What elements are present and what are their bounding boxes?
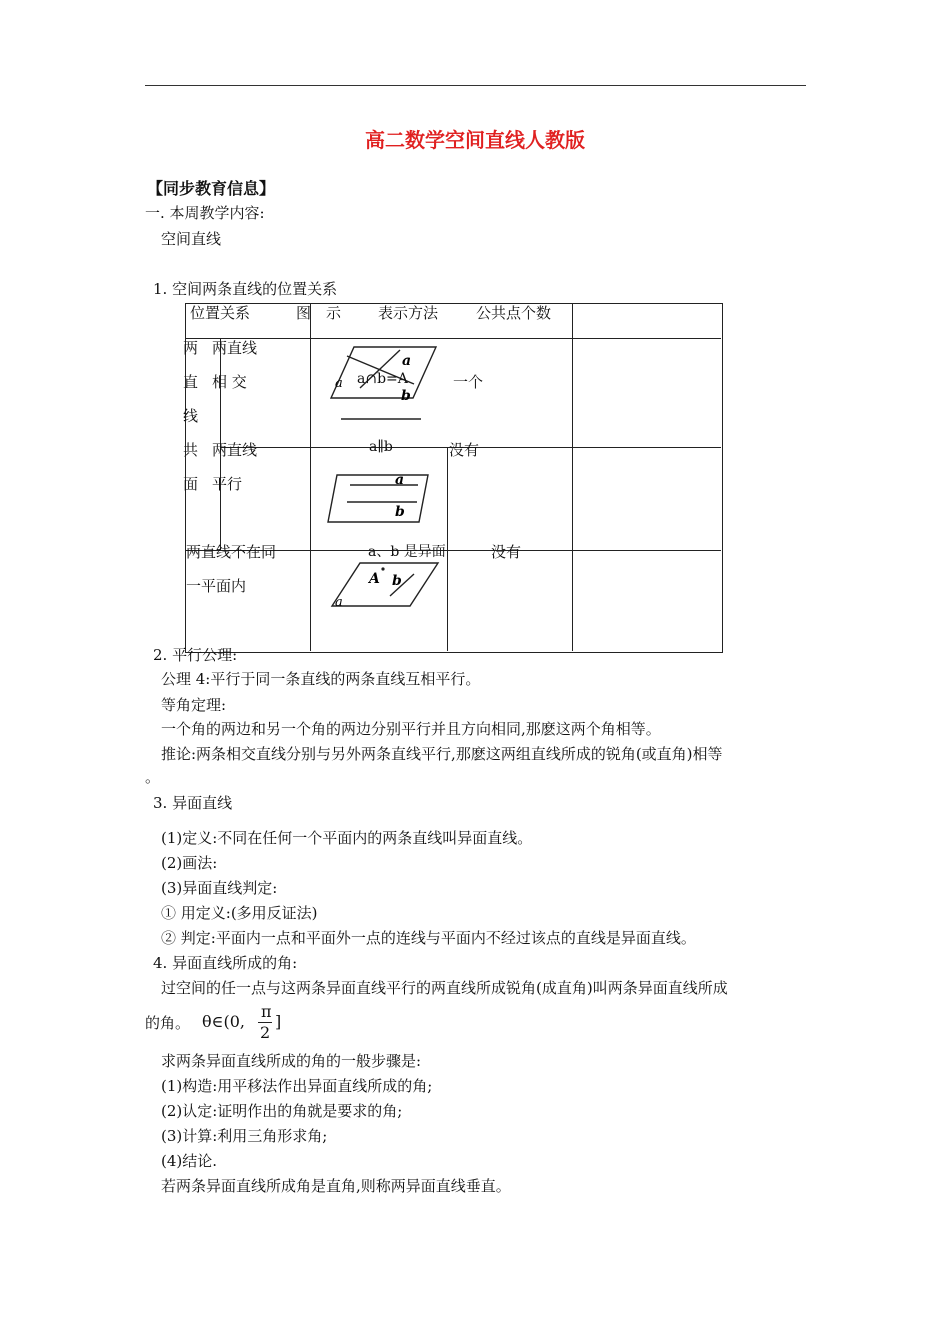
header-figure-2: 示 bbox=[326, 304, 342, 322]
group-char: 共 bbox=[183, 441, 199, 459]
item4-heading: 4. 异面直线所成的角: bbox=[153, 954, 298, 972]
part-heading: 一. 本周教学内容: bbox=[145, 204, 265, 222]
label-alpha: a bbox=[335, 376, 343, 391]
corollary-text: 推论:两条相交直线分别与另外两条直线平行,那麽这两组直线所成的锐角(或直角)相等 bbox=[161, 745, 723, 763]
judgment-2: ② 判定:平面内一点和平面外一点的连线与平面内不经过该点的直线是异面直线。 bbox=[161, 929, 696, 947]
row2-relation-line2: 平行 bbox=[212, 475, 243, 493]
table-rule bbox=[310, 303, 311, 651]
header-count: 公共点个数 bbox=[476, 304, 552, 322]
row3-relation-line2: 一平面内 bbox=[186, 577, 247, 595]
formula-two: 2 bbox=[260, 1023, 271, 1042]
row1-relation-line2: 相 交 bbox=[212, 373, 247, 391]
angle-definition-1: 过空间的任一点与这两条异面直线平行的两直线所成锐角(成直角)叫两条异面直线所成 bbox=[161, 979, 728, 997]
topic-text: 空间直线 bbox=[161, 230, 222, 248]
steps-title: 求两条异面直线所成的角的一般步骤是: bbox=[161, 1052, 422, 1070]
group-char: 两 bbox=[183, 339, 199, 357]
judgment-1: ① 用定义:(多用反证法) bbox=[161, 904, 318, 922]
equal-angle-heading: 等角定理: bbox=[161, 696, 227, 714]
row1-method: a∩b=A bbox=[357, 371, 408, 387]
section-header: 【同步教育信息】 bbox=[147, 179, 276, 198]
skew-drawing: (2)画法: bbox=[161, 854, 218, 872]
label-A: A bbox=[369, 571, 380, 587]
row2-relation-line1: 两直线 bbox=[212, 441, 258, 459]
step-2: (2)认定:证明作出的角就是要求的角; bbox=[161, 1102, 403, 1120]
formula-pi: π bbox=[261, 1002, 272, 1021]
angle-definition-2: 的角。 bbox=[145, 1014, 191, 1032]
item1-heading: 1. 空间两条直线的位置关系 bbox=[153, 280, 338, 298]
skew-judgment: (3)异面直线判定: bbox=[161, 879, 278, 897]
table-rule bbox=[447, 447, 448, 651]
skew-definition: (1)定义:不同在任何一个平面内的两条直线叫异面直线。 bbox=[161, 829, 533, 847]
label-b: b bbox=[392, 573, 402, 589]
label-b: b bbox=[395, 504, 405, 520]
plane-shape bbox=[328, 475, 428, 522]
equal-angle-text: 一个角的两边和另一个角的两边分别平行并且方向相同,那麽这两个角相等。 bbox=[161, 720, 661, 738]
row1-relation-line1: 两直线 bbox=[212, 339, 258, 357]
item3-heading: 3. 异面直线 bbox=[153, 794, 233, 812]
formula-suffix: ] bbox=[275, 1012, 282, 1031]
row2-method: a∥b bbox=[369, 439, 393, 455]
row3-relation-line1: 两直线不在同 bbox=[186, 543, 277, 561]
step-3: (3)计算:利用三角形求角; bbox=[161, 1127, 328, 1145]
table-border bbox=[185, 303, 723, 653]
formula-prefix: θ∈(0, bbox=[202, 1012, 245, 1031]
label-alpha: a bbox=[335, 595, 343, 610]
table-rule bbox=[572, 303, 573, 651]
row3-method: a、b 是异面 bbox=[368, 544, 446, 560]
group-char: 直 bbox=[183, 373, 199, 391]
header-rule bbox=[145, 85, 806, 86]
header-figure-1: 图 bbox=[296, 304, 312, 322]
row3-count: 没有 bbox=[491, 543, 522, 561]
axiom-4: 公理 4:平行于同一条直线的两条直线互相平行。 bbox=[161, 670, 481, 688]
group-char: 面 bbox=[183, 475, 199, 493]
skew-lines-figure bbox=[322, 557, 442, 612]
perpendicular-text: 若两条异面直线所成角是直角,则称两异面直线垂直。 bbox=[161, 1177, 511, 1195]
item2-heading: 2. 平行公理: bbox=[153, 646, 238, 664]
label-a: a bbox=[395, 472, 405, 488]
step-1: (1)构造:用平移法作出异面直线所成的角; bbox=[161, 1077, 433, 1095]
table-rule bbox=[185, 338, 721, 339]
corollary-end: 。 bbox=[145, 768, 161, 786]
point-A bbox=[381, 567, 384, 570]
plane-shape bbox=[332, 563, 438, 606]
header-relation: 位置关系 bbox=[190, 304, 251, 322]
group-char: 线 bbox=[183, 407, 199, 425]
row2-count: 没有 bbox=[449, 441, 480, 459]
label-a: a bbox=[402, 353, 412, 369]
parallel-lines-figure bbox=[320, 470, 435, 528]
page-title: 高二数学空间直线人教版 bbox=[365, 128, 585, 152]
header-method: 表示方法 bbox=[378, 304, 439, 322]
label-b: b bbox=[401, 388, 411, 404]
row1-count: 一个 bbox=[453, 373, 484, 391]
step-4: (4)结论. bbox=[161, 1152, 218, 1170]
